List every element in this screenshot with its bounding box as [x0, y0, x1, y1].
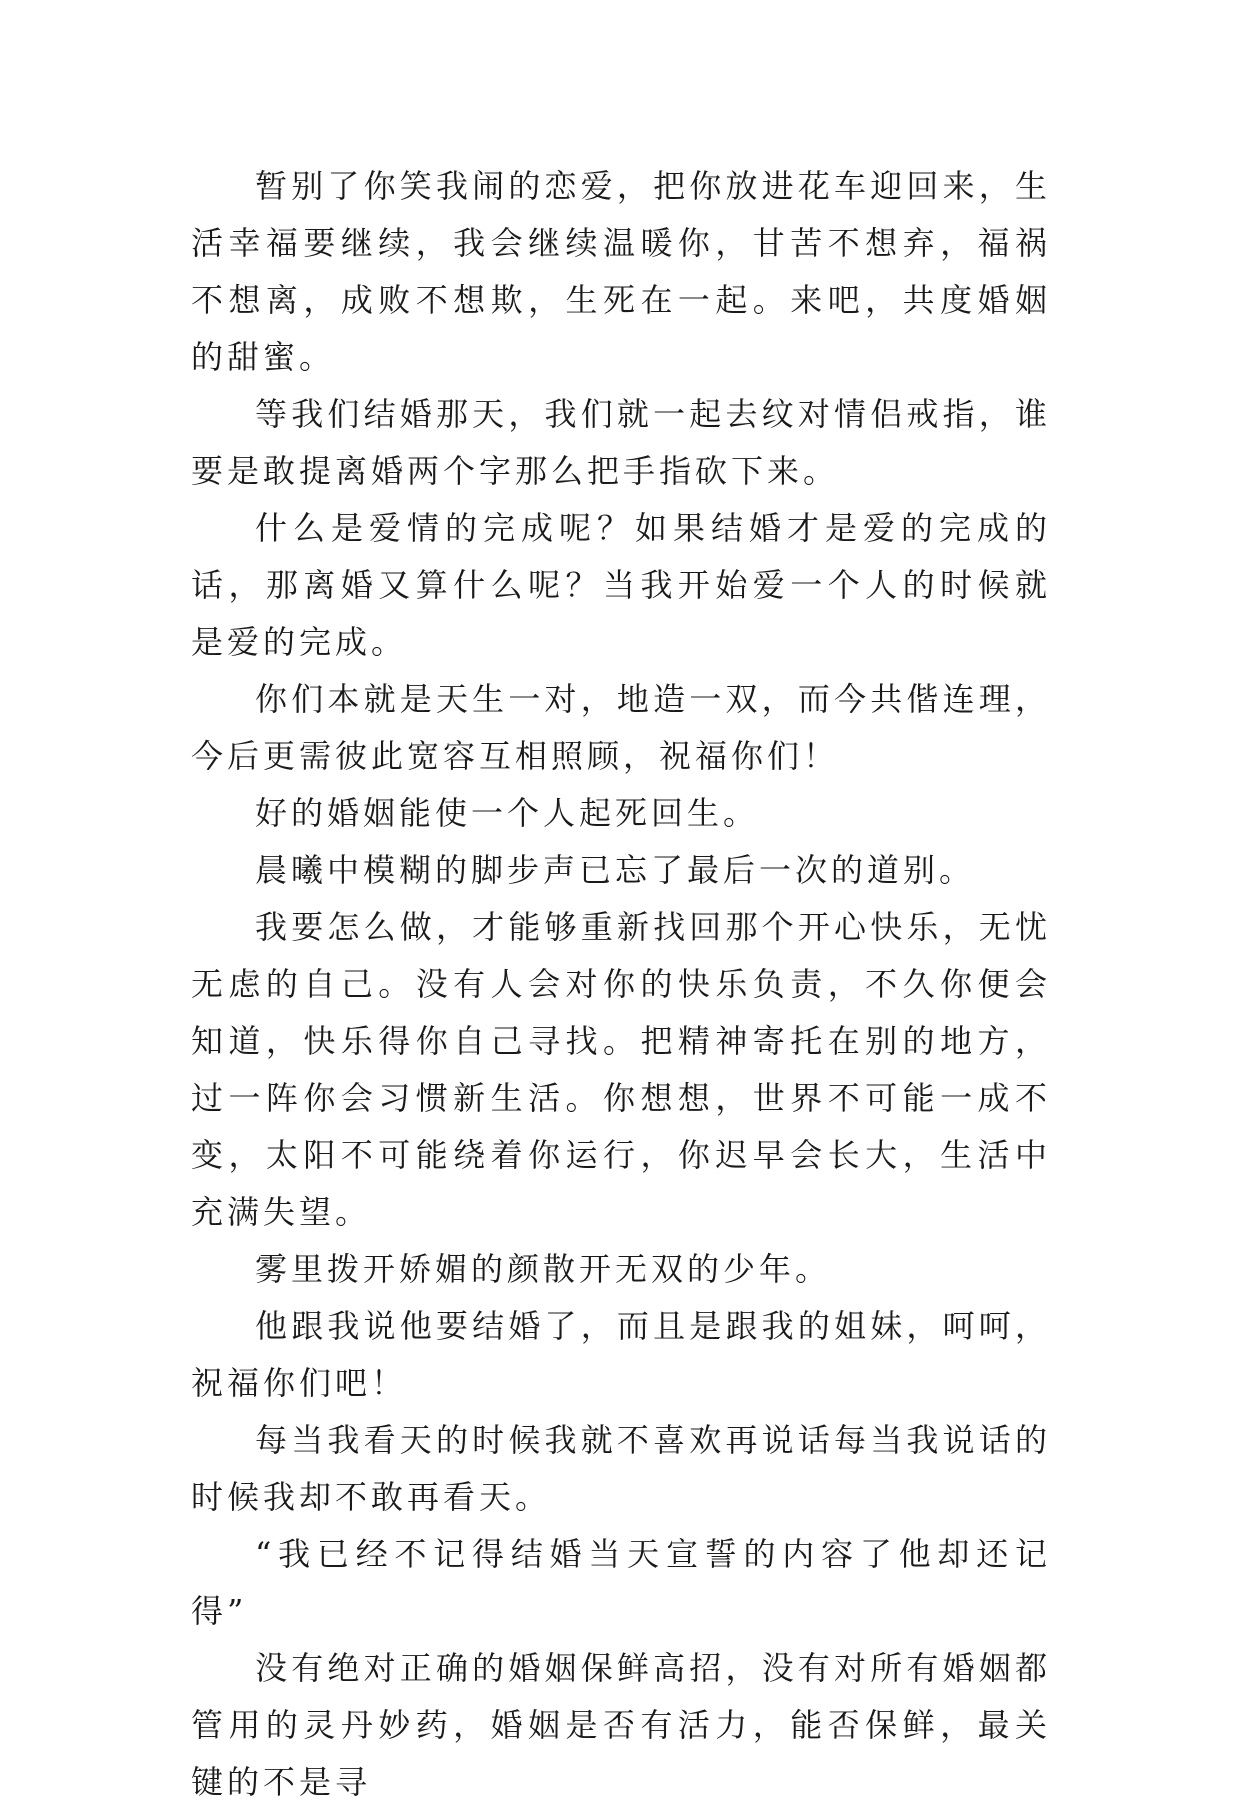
paragraph-3: 什么是爱情的完成呢？如果结婚才是爱的完成的话，那离婚又算什么呢？当我开始爱一个人的时候就是爱的完成。 — [191, 509, 1051, 661]
paragraph-7: 我要怎么做，才能够重新找回那个开心快乐，无忧无虑的自己。没有人会对你的快乐负责，不久你便会知道，快乐得你自己寻找。把精神寄托在别的地方，过一阵你会习惯新生活。你想想，世界不可能一成不变，太阳不可能绕着你运行，你迟早会长大，生活中充满失望。 — [191, 908, 1051, 1231]
paragraph-11: “我已经不记得结婚当天宣誓的内容了他却还记得” — [191, 1535, 1051, 1630]
paragraph-8: 雾里拨开娇媚的颜散开无双的少年。 — [255, 1250, 832, 1288]
paragraph-10: 每当我看天的时候我就不喜欢再说话每当我说话的时候我却不敢再看天。 — [191, 1421, 1051, 1516]
paragraph-4: 你们本就是天生一对，地造一双，而今共偕连理，今后更需彼此宽容互相照顾，祝福你们！ — [191, 680, 1051, 775]
paragraph-2: 等我们结婚那天，我们就一起去纹对情侣戒指，谁要是敢提离婚两个字那么把手指砍下来。 — [191, 395, 1051, 490]
paragraph-5: 好的婚姻能使一个人起死回生。 — [255, 794, 760, 832]
document-body — [191, 158, 1051, 1811]
paragraph-6: 晨曦中模糊的脚步声已忘了最后一次的道别。 — [255, 851, 976, 889]
paragraph-1: 暂别了你笑我闹的恋爱，把你放进花车迎回来，生活幸福要继续，我会继续温暖你，甘苦不想弃，福祸不想离，成败不想欺，生死在一起。来吧，共度婚姻的甜蜜。 — [191, 167, 1051, 376]
paragraph-9: 他跟我说他要结婚了，而且是跟我的姐妹，呵呵，祝福你们吧！ — [191, 1307, 1051, 1402]
paragraph-12: 没有绝对正确的婚姻保鲜高招，没有对所有婚姻都管用的灵丹妙药，婚姻是否有活力，能否保鲜，最关键的不是寻 — [191, 1649, 1051, 1801]
